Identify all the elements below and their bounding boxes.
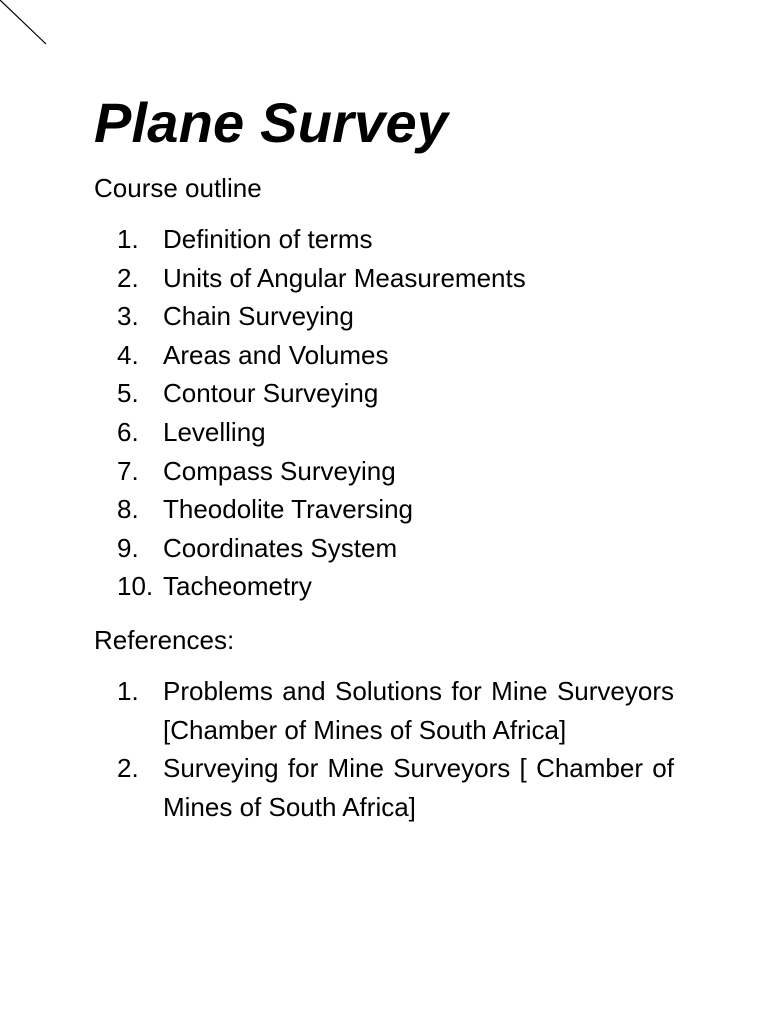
document-page — [94, 88, 674, 826]
list-item-number: 8. — [117, 494, 139, 525]
list-item — [94, 490, 674, 529]
list-item — [94, 567, 674, 606]
list-item-number: 2. — [117, 753, 139, 784]
list-item-number: 2. — [117, 262, 139, 293]
list-item — [94, 336, 674, 375]
list-item-text: Areas and Volumes — [163, 339, 389, 370]
list-item-number: 10. — [117, 571, 154, 602]
list-item-text: Definition of terms — [163, 224, 373, 254]
list-item-number: 7. — [117, 455, 139, 486]
list-item-number: 3. — [117, 301, 139, 332]
list-item — [94, 413, 674, 452]
list-item — [94, 452, 674, 491]
list-item-text: Contour Surveying — [163, 378, 379, 409]
list-item — [94, 297, 674, 336]
list-item-text: Units of Angular Measurements — [163, 262, 526, 293]
corner-decorative-line — [0, 0, 60, 60]
list-item — [94, 529, 674, 568]
list-item-text: Levelling — [163, 416, 266, 447]
list-item-text: Coordinates System — [163, 532, 398, 563]
list-item-text: Theodolite Traversing — [163, 494, 414, 525]
course-outline-heading: Course outline — [94, 173, 262, 203]
list-item — [94, 220, 674, 259]
course-outline-list — [94, 220, 674, 606]
list-item-number: 6. — [117, 416, 139, 447]
list-item-text: Compass Surveying — [163, 455, 396, 486]
list-item — [94, 374, 674, 413]
list-item-number: 1. — [117, 224, 139, 254]
document-title: Plane Survey — [94, 91, 449, 154]
list-item — [94, 259, 674, 298]
list-item — [94, 749, 674, 826]
list-item-number: 1. — [117, 675, 139, 706]
list-item-number: 4. — [117, 339, 139, 370]
list-item — [94, 672, 674, 749]
list-item-text: Problems and Solutions for Mine Surveyors [Chamber of Mines of South Africa] — [163, 675, 674, 745]
references-list — [94, 672, 674, 826]
list-item-number: 9. — [117, 532, 139, 563]
list-item-text: Chain Surveying — [163, 301, 354, 332]
list-item-number: 5. — [117, 378, 139, 409]
list-item-text: Tacheometry — [163, 571, 312, 602]
references-heading: References: — [94, 624, 235, 655]
list-item-text: Surveying for Mine Surveyors [ Chamber of Mines of South Africa] — [163, 753, 674, 822]
